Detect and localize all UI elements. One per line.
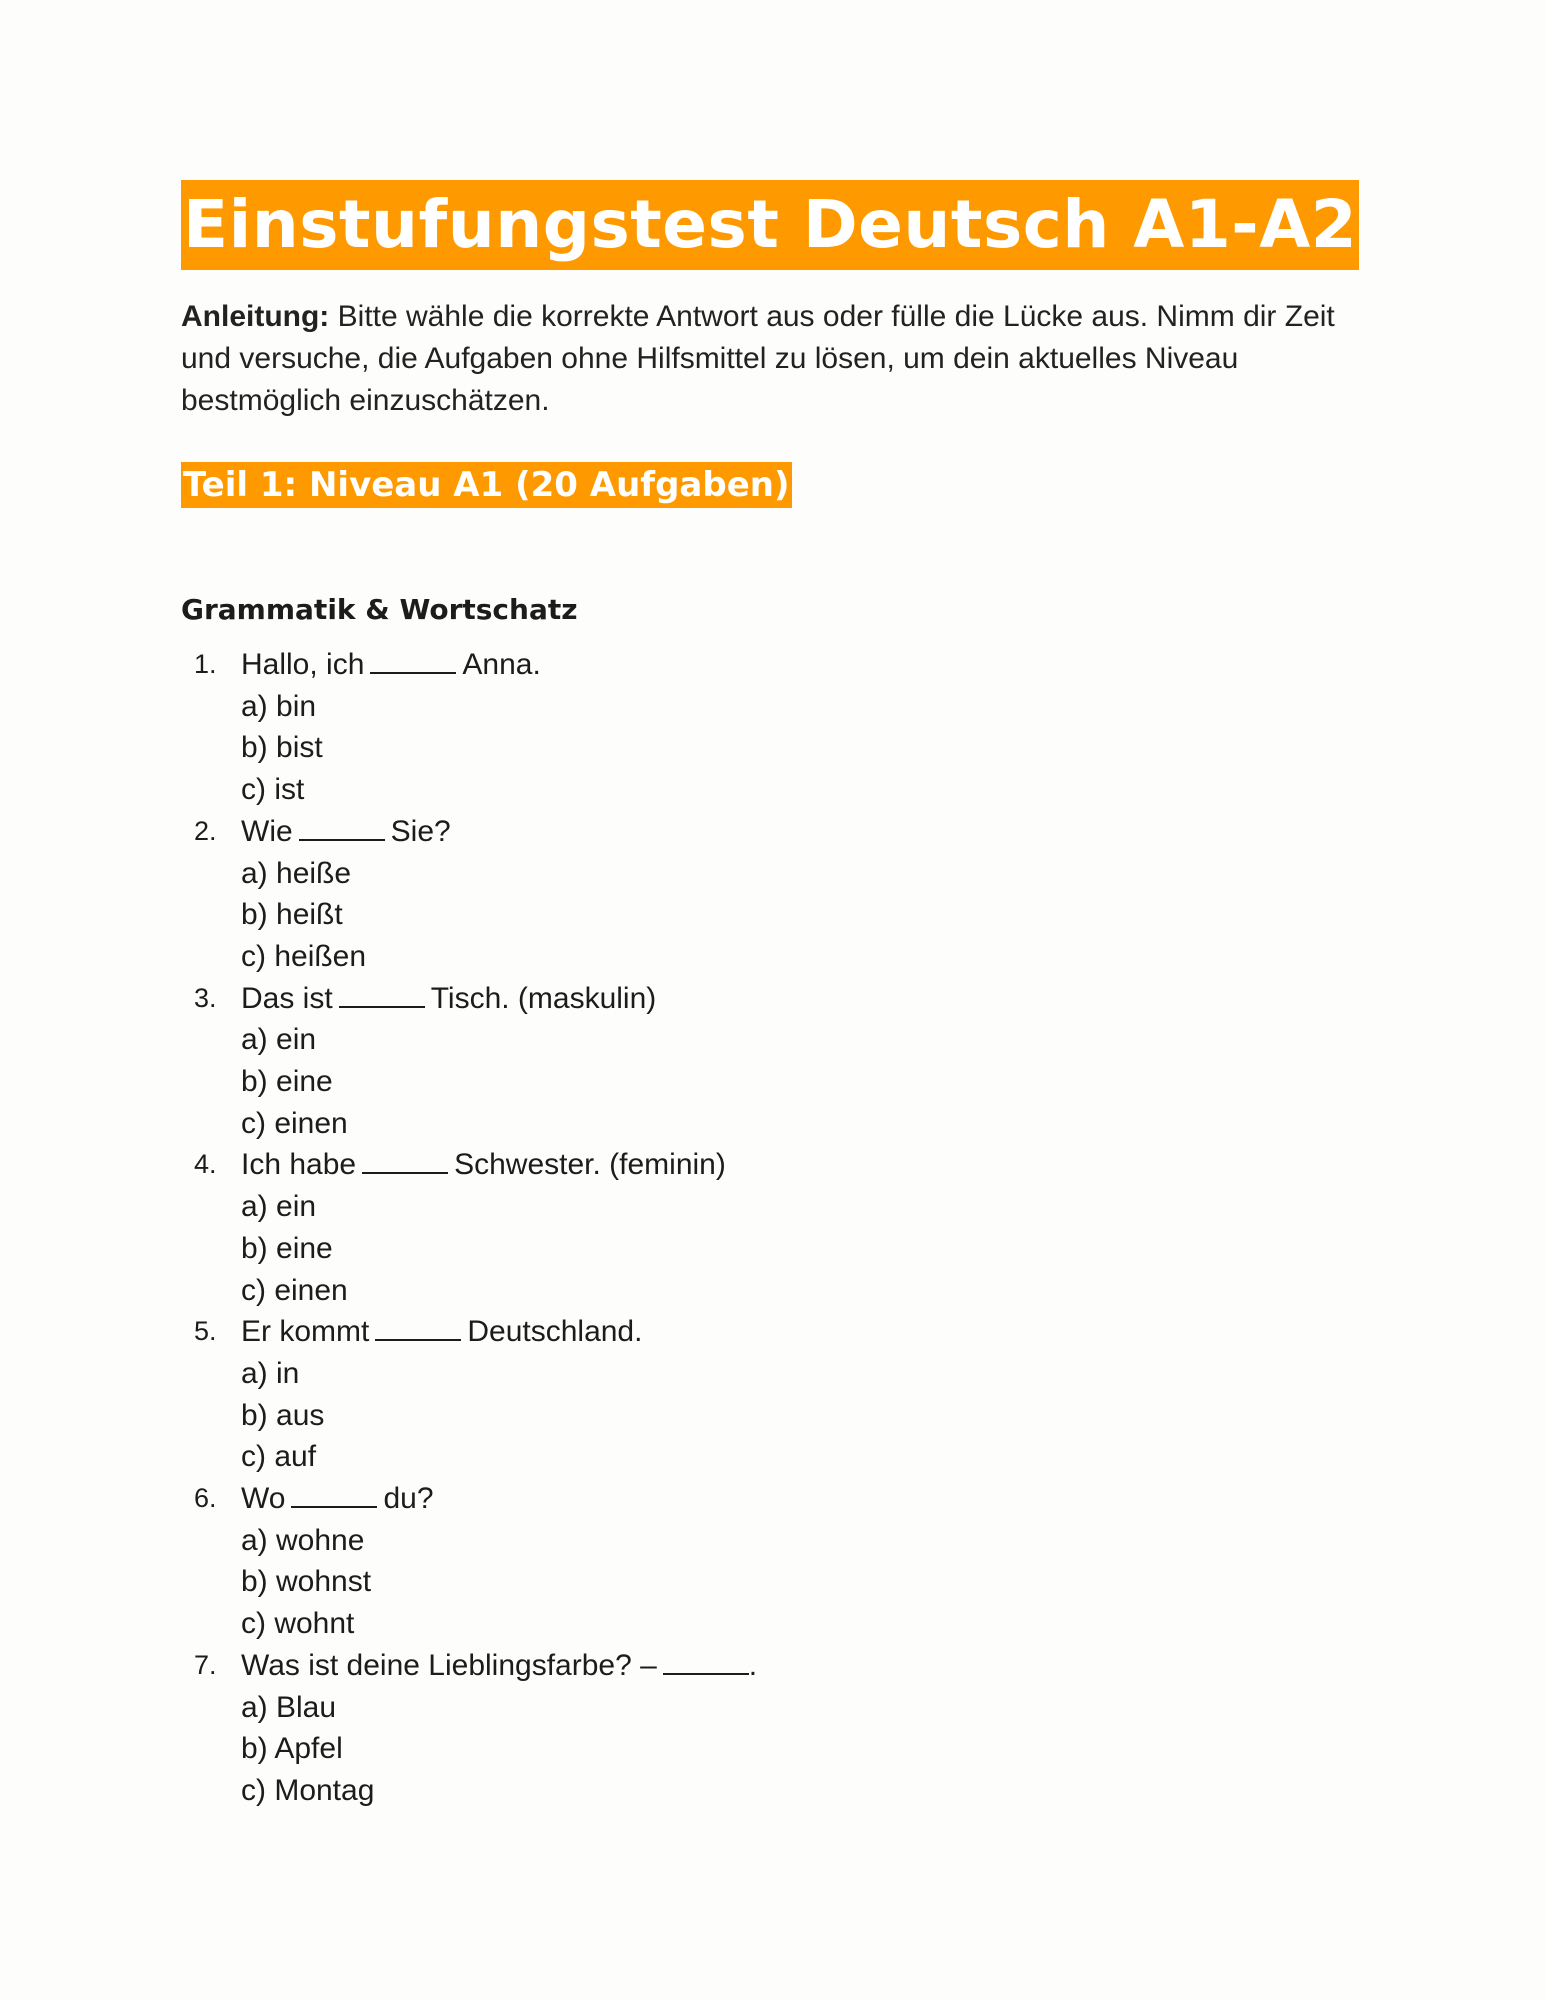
answer-option[interactable]: b) wohnst — [241, 1565, 372, 1599]
answer-blank[interactable] — [362, 1148, 448, 1174]
answer-option[interactable]: c) einen — [241, 1106, 348, 1140]
answer-option[interactable]: a) heiße — [241, 856, 352, 890]
question-text-before-blank: Wie — [241, 814, 293, 848]
question-number: 3. — [194, 982, 217, 1013]
section-heading: Teil 1: Niveau A1 (20 Aufgaben) — [181, 462, 792, 508]
question-text — [241, 644, 1361, 686]
subsection-heading: Grammatik & Wortschatz — [181, 593, 578, 626]
answer-option[interactable]: c) auf — [241, 1440, 317, 1474]
question-text-before-blank: Er kommt — [241, 1315, 370, 1349]
question-number: 5. — [194, 1316, 217, 1347]
answer-option[interactable]: b) aus — [241, 1398, 325, 1432]
answer-option[interactable]: a) wohne — [241, 1523, 365, 1557]
answer-option[interactable]: c) wohnt — [241, 1607, 355, 1641]
question-text-before-blank: Das ist — [241, 981, 333, 1015]
answer-option[interactable]: b) bist — [241, 731, 323, 765]
question-text-after-blank: Deutschland. — [467, 1315, 643, 1349]
answer-option[interactable]: a) ein — [241, 1023, 317, 1057]
answer-option[interactable]: c) ist — [241, 773, 305, 807]
question-item — [181, 978, 1361, 1145]
question-list — [181, 644, 1361, 1812]
question-item — [181, 811, 1361, 978]
question-text — [241, 978, 1361, 1020]
question-text-before-blank: Was ist deine Lieblingsfarbe? – — [241, 1648, 657, 1682]
question-text-before-blank: Ich habe — [241, 1148, 357, 1182]
question-number: 1. — [194, 649, 217, 679]
answer-option[interactable]: c) heißen — [241, 939, 367, 973]
question-text — [241, 1311, 1361, 1353]
answer-blank[interactable] — [299, 815, 385, 841]
question-text-before-blank: Hallo, ich — [241, 648, 365, 681]
question-text-after-blank: Tisch. (maskulin) — [430, 981, 657, 1015]
question-text — [241, 1144, 1361, 1186]
question-number: 2. — [194, 815, 217, 846]
question-text — [241, 1478, 1361, 1520]
question-text-before-blank: Wo — [241, 1482, 286, 1516]
answer-blank[interactable] — [370, 648, 456, 674]
document-page — [181, 180, 1361, 1828]
question-text — [241, 1645, 1361, 1687]
answer-blank[interactable] — [291, 1482, 377, 1508]
answer-option[interactable]: c) einen — [241, 1273, 348, 1307]
answer-option[interactable]: b) Apfel — [241, 1732, 343, 1766]
question-item — [181, 1144, 1361, 1311]
question-number: 4. — [194, 1149, 217, 1180]
question-text — [241, 811, 1361, 853]
instructions-paragraph — [181, 296, 1361, 422]
question-number: 7. — [194, 1649, 217, 1680]
answer-option[interactable]: b) eine — [241, 1065, 333, 1099]
answer-option[interactable]: a) bin — [241, 689, 317, 723]
instructions-text: Bitte wähle die korrekte Antwort aus oder fülle die Lücke aus. Nimm dir Zeit und versuche, die Aufgaben ohne Hilfsmittel zu lösen, um dein aktuelles Niveau bestmöglich einzuschätzen. — [181, 300, 1335, 417]
document-title: Einstufungstest Deutsch A1-A2 — [181, 180, 1359, 270]
question-text-after-blank: Schwester. (feminin) — [454, 1148, 726, 1182]
question-text-after-blank: Anna. — [462, 648, 541, 681]
answer-blank[interactable] — [663, 1649, 749, 1675]
answer-option[interactable]: a) ein — [241, 1190, 317, 1224]
question-text-after-blank: Sie? — [390, 814, 451, 848]
answer-option[interactable]: b) heißt — [241, 898, 343, 932]
question-item — [181, 644, 1361, 811]
question-item — [181, 1311, 1361, 1478]
question-number: 6. — [194, 1483, 217, 1514]
question-text-after-blank: . — [748, 1648, 758, 1682]
answer-option[interactable]: a) Blau — [241, 1690, 337, 1724]
question-item — [181, 1478, 1361, 1645]
instructions-label: Anleitung: — [181, 300, 330, 333]
answer-blank[interactable] — [375, 1315, 461, 1341]
answer-option[interactable]: c) Montag — [241, 1773, 375, 1807]
question-text-after-blank: du? — [383, 1482, 434, 1516]
answer-blank[interactable] — [339, 982, 425, 1008]
question-item — [181, 1645, 1361, 1812]
answer-option[interactable]: b) eine — [241, 1231, 333, 1265]
answer-option[interactable]: a) in — [241, 1356, 300, 1390]
